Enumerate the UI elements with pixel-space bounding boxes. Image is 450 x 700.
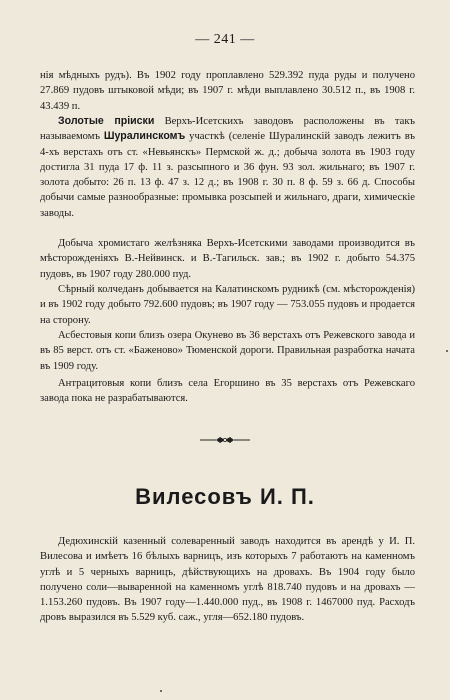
gold-mines-heading: Золотые пріиски [58,115,155,127]
shuralinsky-place-name: Шуралинскомъ [103,130,186,143]
print-speck [160,690,162,692]
paragraph-copper-smelting: нія мѣдныхъ рудъ). Въ 1902 году проплавлено 529.392 пуда руды и получено 27.869 пудовъ штыковой мѣди; въ 1907 г. мѣди выплавлено 30.512 п., въ 1908 г. 43.439 п. [40,70,415,112]
paragraph-asbestos: Асбестовыя копи близъ озера Окунево въ 36 верстахъ отъ Режевского завода и въ 85 верст. отъ ст. «Баженово» Тюменской дороги. Правильная разработка начата въ 1909 году. [40,330,415,372]
paragraph-gold-mines [40,114,415,221]
section-title: Вилесовъ И. П. [135,484,315,509]
paragraph-dedyukhin-salt-works: Дедюхинскій казенный солеваренный заводъ находится въ арендѣ у И. П. Вилесова и имѣетъ 16 бѣлыхъ варницъ, изъ которыхъ 7 работаютъ на каменномъ углѣ и 5 черныхъ варницъ, дѣйствующихъ на дровахъ. Въ 1904 году было получено соли—вываренной на каменномъ углѣ 818.740 пудовъ и на дровахъ —1.153.260 пудовъ. Въ 1907 году—1.440.000 пуд., въ 1908 г. 1467000 пуд. Расходъ дровъ выразился въ 5.529 куб. саж., угля—652.180 пудовъ. [40,536,415,624]
paragraph-pyrite: Сѣрный колчеданъ добывается на Калатинскомъ рудникѣ (см. мѣсторожденія) и въ 1902 году добыто 792.600 пудовъ; въ 1907 году — 753.055 пудовъ и продается на сторону. [40,284,415,326]
gold-mines-text-a: Верхъ-Исетскихъ заводовъ расположены въ такъ называемомъ [40,116,415,143]
print-speck [446,350,448,352]
gold-mines-text-b: участкѣ (селеніе Шуралинскій заводъ лежитъ въ 4-хъ верстахъ отъ ст. «Невьянскъ» Пермской ж. д.; добыча золота въ 1903 году достигла 31 пуда 17 ф. 11 з. разсыпного и 36 фун. 93 зол. жильнаго; въ 1907 г. золота добыто: 26 п. 13 ф. 47 з. 12 д.; въ 1908 г. 30 п. 8 ф. 59 з. 66 д. Способы добычи самые разнообразные: промывка розсыпей и жильнаго, драги, химическіе заводы. [40,131,415,219]
page-number: — 241 — [195,32,255,47]
paragraph-anthracite: Антрацитовыя копи близъ села Егоршино въ 35 верстахъ отъ Режевскаго завода пока не разрабатываются. [40,378,415,405]
paragraph-chromite: Добыча хромистаго желѣзняка Верхъ-Исетскими заводами производится въ мѣсторожденіяхъ В.-Нейвинск. и В.-Тагильск. зав.; въ 1902 г. добыто 54.375 пудовъ, въ 1907 году 280.000 пуд. [40,238,415,280]
decorative-divider-ornament [198,434,252,446]
